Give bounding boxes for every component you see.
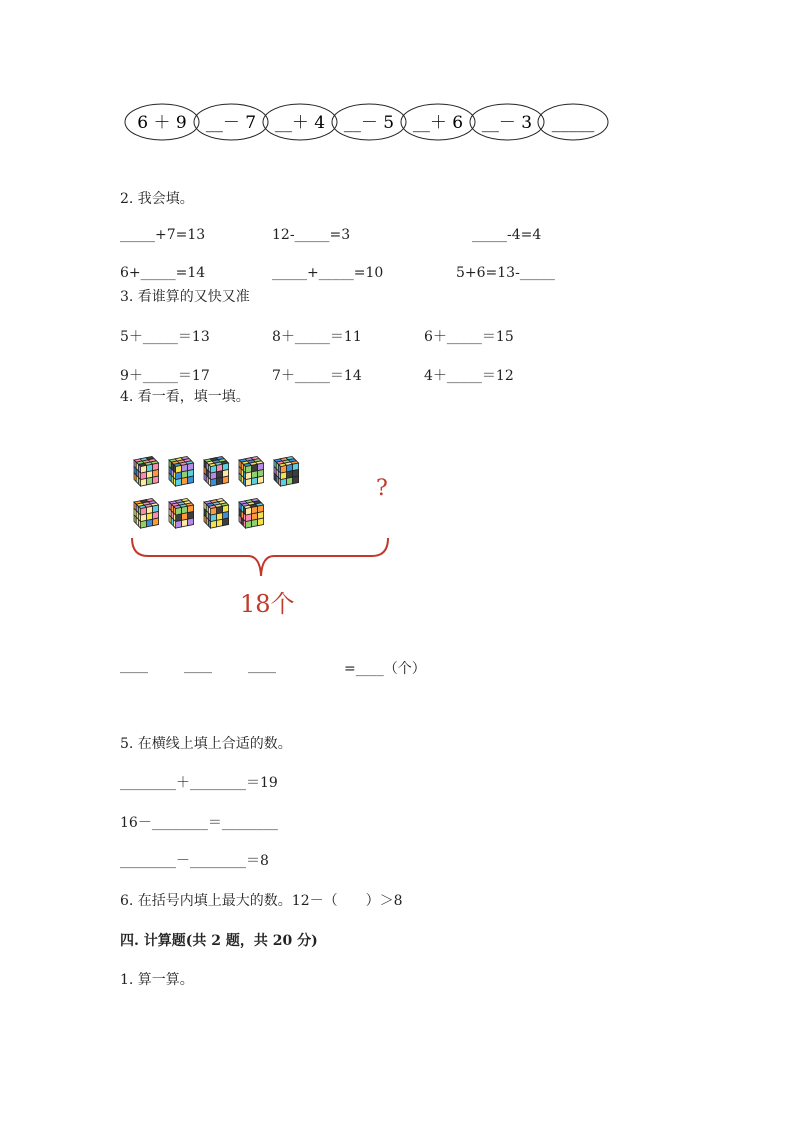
q3-r1-c1[interactable]: 5＋_____＝13 (120, 329, 210, 345)
q3-r2-c3[interactable]: 4＋_____＝12 (424, 368, 514, 384)
q3-r1-c3[interactable]: 6＋_____＝15 (424, 329, 514, 345)
q2-r1-c1[interactable]: _____+7=13 (120, 227, 206, 243)
chain-text-2: __－ 7 (205, 113, 257, 133)
q4-blank-3[interactable]: ____ (248, 658, 276, 674)
rubiks-cube-icon (200, 454, 234, 488)
chain-text-5: __＋ 6 (412, 113, 464, 133)
chain-ellipse-2 (194, 104, 268, 140)
q5-line-1[interactable]: ________＋________＝19 (120, 775, 278, 791)
q4-blank-1[interactable]: ____ (120, 658, 148, 674)
rubiks-cube-icon (130, 496, 164, 530)
rubiks-cube-icon (235, 454, 269, 488)
q5-line-3[interactable]: ________－________＝8 (120, 853, 269, 869)
q3-title: 3. 看谁算的又快又准 (120, 289, 250, 305)
total-label: 18个 (240, 590, 295, 618)
q2-r1-c3[interactable]: _____-4=4 (472, 227, 542, 243)
q3-r2-c1[interactable]: 9＋_____＝17 (120, 368, 210, 384)
q5-line-2[interactable]: 16－________＝________ (120, 815, 278, 831)
q3-r2-c2[interactable]: 7＋_____＝14 (272, 368, 362, 384)
chain-ellipse-3 (263, 104, 337, 140)
chain-text-3: __＋ 4 (274, 113, 326, 133)
rubiks-cube-icon (130, 454, 164, 488)
q4-answer[interactable]: =____（个） (344, 661, 426, 677)
q2-r2-c1[interactable]: 6+_____=14 (120, 265, 206, 281)
section4-title: 四. 计算题(共 2 题，共 20 分) (120, 933, 318, 949)
number-chain (118, 100, 618, 146)
rubiks-cube-icon (200, 496, 234, 530)
chain-ellipse-1 (125, 104, 199, 140)
chain-text-4: __－ 5 (343, 113, 395, 133)
q2-title: 2. 我会填。 (120, 191, 194, 207)
q4-title: 4. 看一看，填一填。 (120, 389, 250, 405)
q3-r1-c2[interactable]: 8＋_____＝11 (272, 329, 362, 345)
q5-title: 5. 在横线上填上合适的数。 (120, 736, 292, 752)
q2-r2-c2[interactable]: _____+_____=10 (272, 265, 384, 281)
rubiks-cube-icon (235, 496, 269, 530)
q4-blank-2[interactable]: ____ (184, 658, 212, 674)
rubiks-cube-icon (270, 454, 304, 488)
chain-ellipse-6 (470, 104, 544, 140)
chain-text-6: __－ 3 (481, 113, 533, 133)
q2-r2-c3[interactable]: 5+6=13-_____ (456, 265, 555, 281)
q6-text[interactable]: 6. 在括号内填上最大的数。12－（ ）＞8 (120, 893, 403, 909)
chain-ellipse-7 (538, 104, 608, 140)
q2-r1-c2[interactable]: 12-_____=3 (272, 227, 351, 243)
rubiks-cube-icon (165, 496, 199, 530)
chain-text-1: 6 ＋ 9 (137, 113, 187, 133)
chain-ellipse-4 (332, 104, 406, 140)
chain-text-7: _____ (551, 113, 595, 133)
chain-ellipse-5 (401, 104, 475, 140)
rubiks-cube-icon (165, 454, 199, 488)
s4q1-title: 1. 算一算。 (120, 972, 194, 988)
brace-icon (128, 536, 393, 580)
question-mark: ? (376, 476, 388, 501)
